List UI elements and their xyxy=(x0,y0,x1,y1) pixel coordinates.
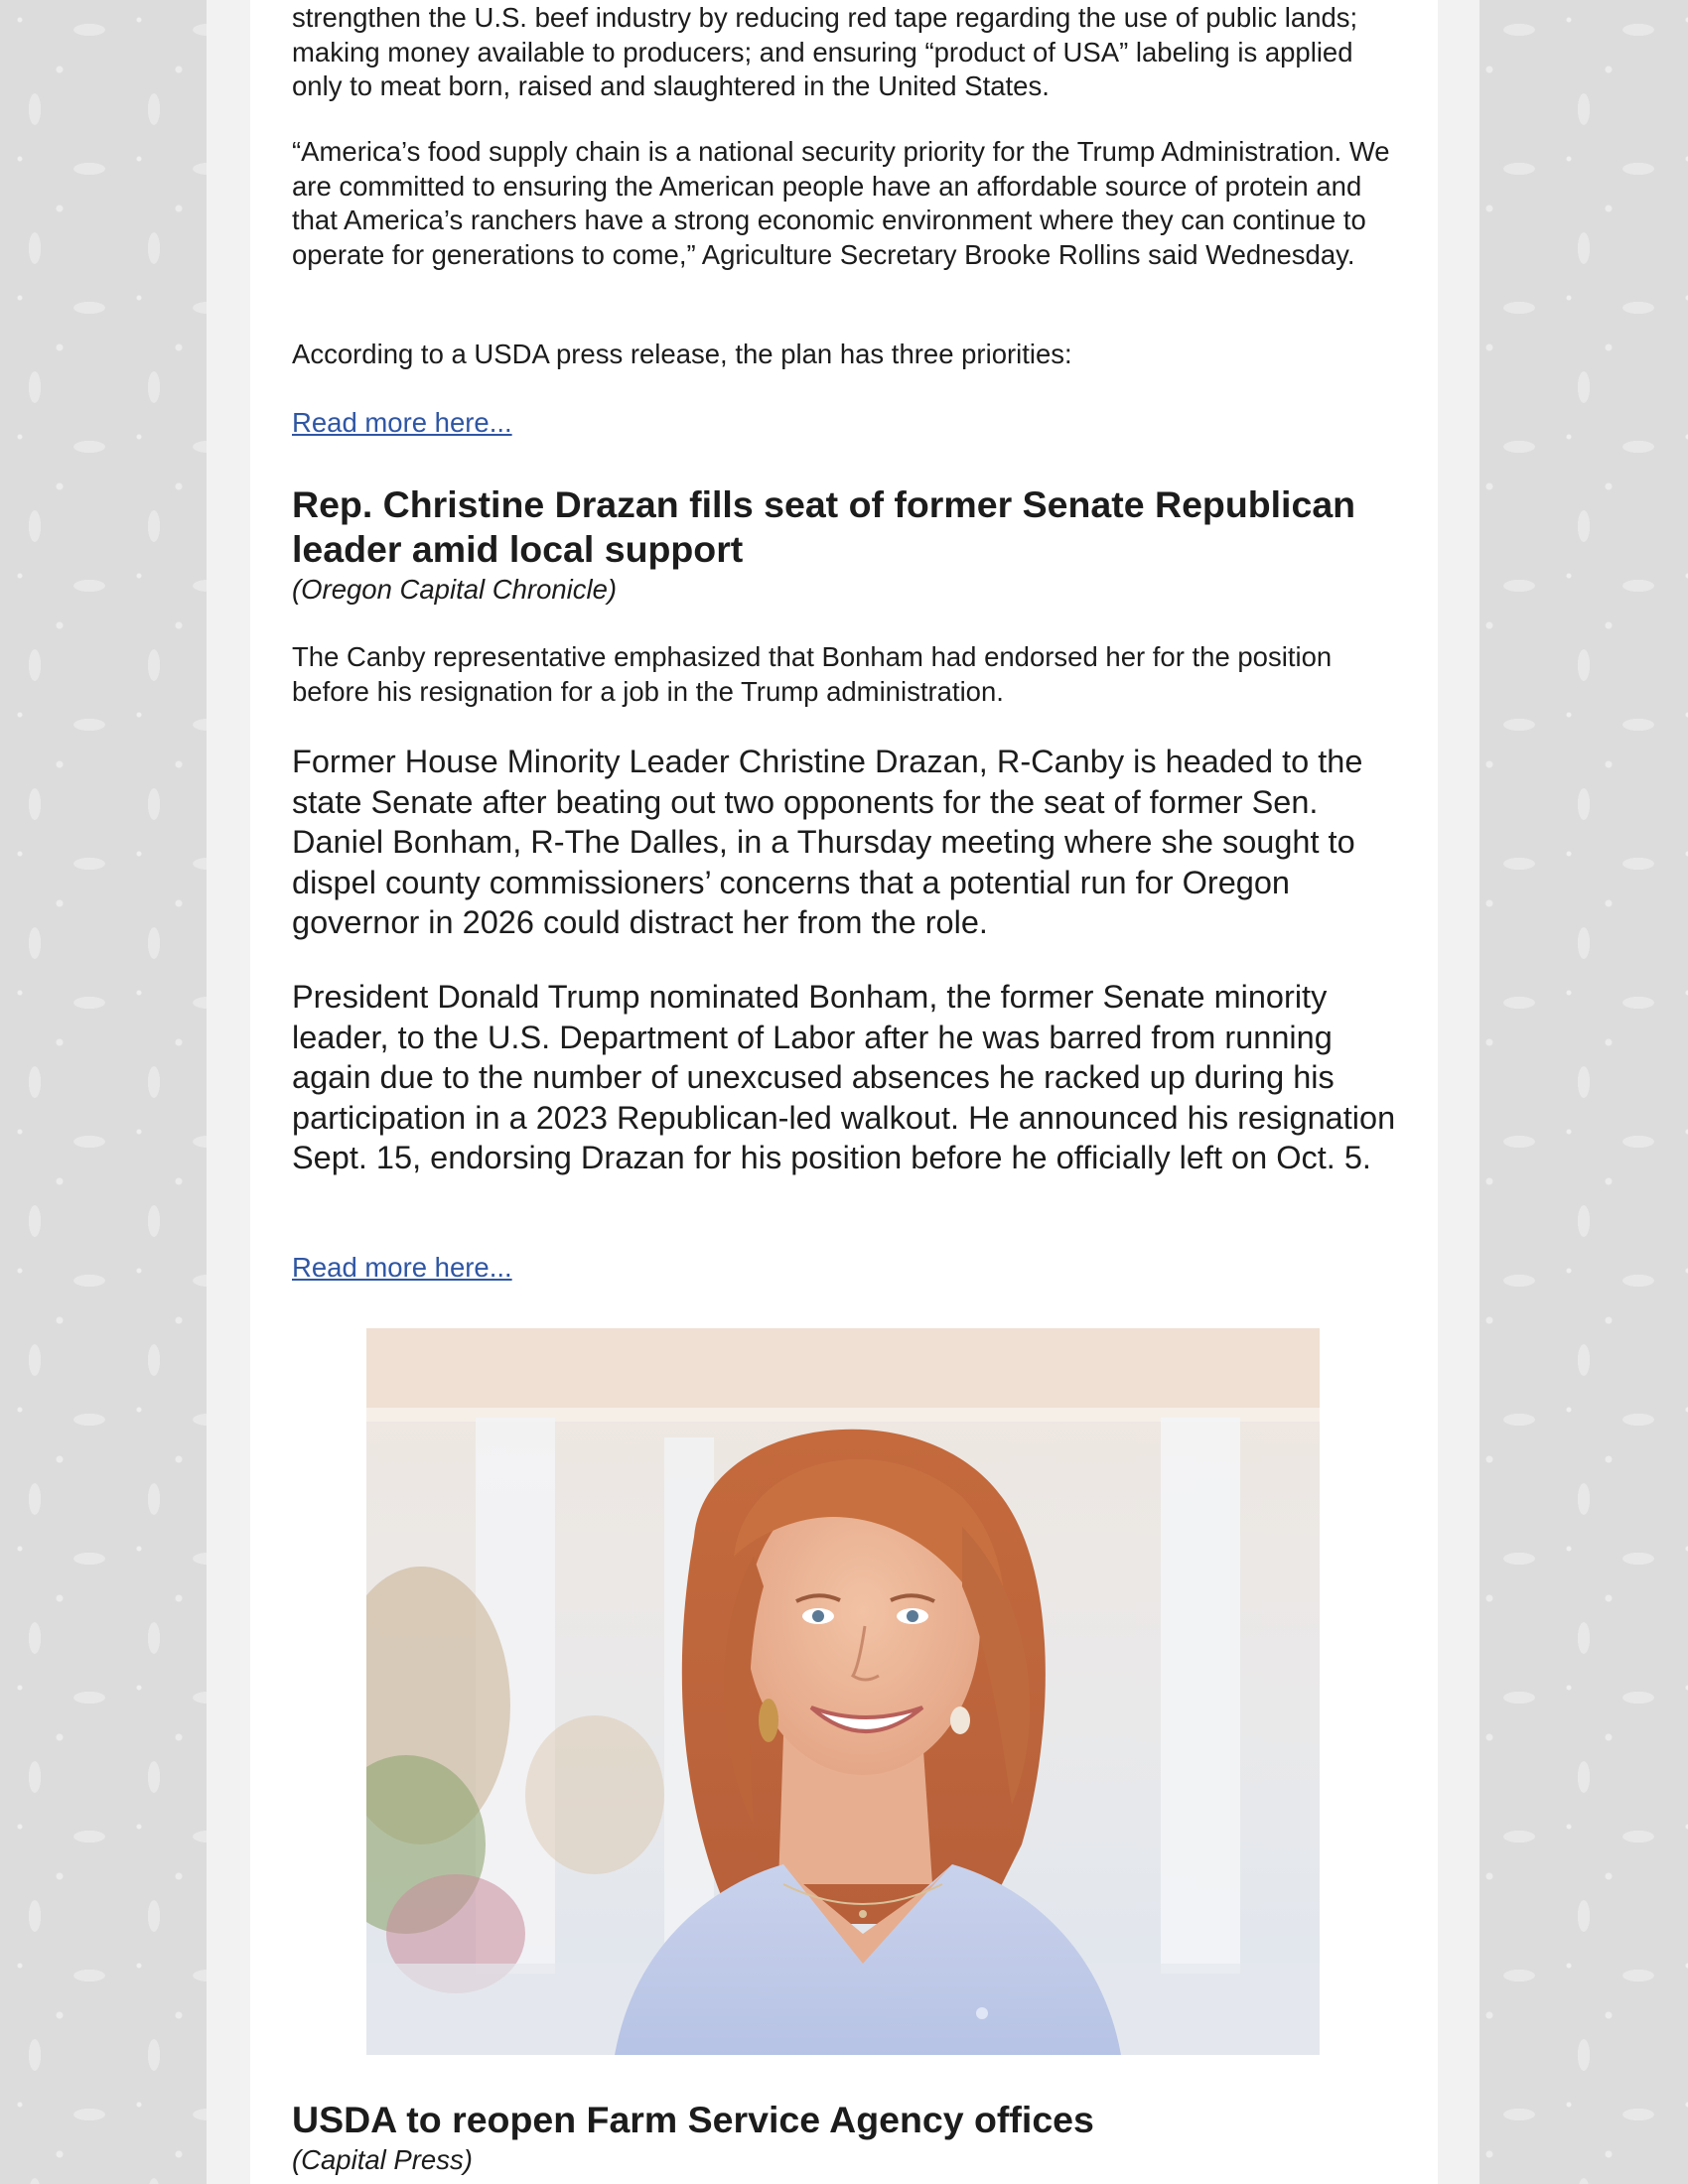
article-source-drazan: (Oregon Capital Chronicle) xyxy=(292,574,618,605)
article-source-capital-press: (Capital Press) xyxy=(292,2144,473,2175)
article-headline-drazan: Rep. Christine Drazan fills seat of former Senate Republican leader amid local support xyxy=(292,483,1356,570)
article-summary-drazan: The Canby representative emphasized that Bonham had endorsed her for the position before his resignation for a job in the Trump administration. xyxy=(292,641,1333,707)
article-quote: “America’s food supply chain is a national security priority for the Trump Administration. We are committed to ensuring the American people have an affordable source of protein and that America’s ranchers have a strong economic environment where they can continue to operate for generations to come,” Agriculture Secretary Brooke Rollins said Wednesday. xyxy=(292,136,1390,270)
article-body-continued: strengthen the U.S. beef industry by reducing red tape regarding the use of public lands; making money available to producers; and ensuring “product of USA” labeling is applied only to meat born, raised and slaughtered in the United States. xyxy=(292,2,1358,101)
portrait-photo xyxy=(366,1328,1320,2055)
priorities-intro: According to a USDA press release, the plan has three priorities: xyxy=(292,339,1072,369)
read-more-link-1[interactable]: Read more here... xyxy=(292,407,512,438)
read-more-link-2[interactable]: Read more here... xyxy=(292,1252,512,1283)
article-paragraph-2: President Donald Trump nominated Bonham, the former Senate minority leader, to the U.S. Department of Labor after he was barred from running again due to the number of unexcused absences he racked up during his participation in a 2023 Republican-led walkout. He announced his resignation Sept. 15, endorsing Drazan for his position before he officially left on Oct. 5. xyxy=(292,979,1396,1175)
article-headline-fsa: USDA to reopen Farm Service Agency offices xyxy=(292,2099,1094,2140)
article-paragraph-1: Former House Minority Leader Christine Drazan, R-Canby is headed to the state Senate after beating out two opponents for the seat of former Sen. Daniel Bonham, R-The Dalles, in a Thursday meeting where she sought to dispel county commissioners’ concerns that a potential run for Oregon governor in 2026 could distract her from the role. xyxy=(292,744,1363,940)
